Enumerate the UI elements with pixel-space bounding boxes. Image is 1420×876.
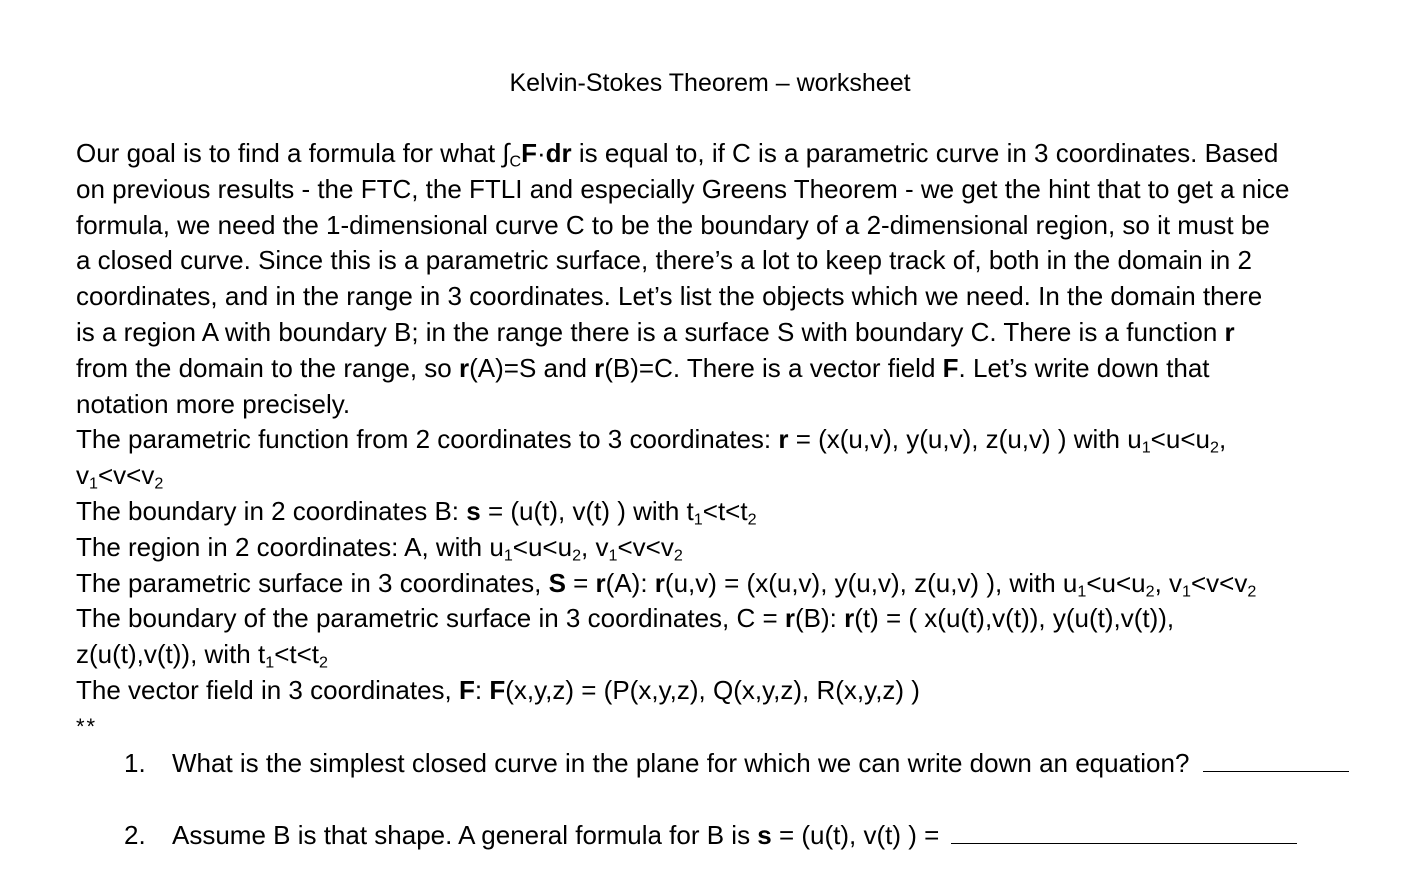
subscript: 2 xyxy=(1247,582,1257,601)
subscript: 1 xyxy=(89,474,98,493)
definition-surface-boundary xyxy=(76,601,1346,637)
page-title: Kelvin-Stokes Theorem – worksheet xyxy=(509,69,911,97)
subscript: 1 xyxy=(265,653,275,672)
definition-text: The boundary in 2 coordinates B: xyxy=(76,495,467,526)
definition-text: The parametric surface in 3 coordinates, xyxy=(76,567,549,598)
bold-symbol: F xyxy=(489,674,506,705)
bold-symbol: dr xyxy=(545,138,572,168)
subscript: 2 xyxy=(747,510,757,529)
intro-line xyxy=(76,136,1346,172)
subscript: 2 xyxy=(673,546,683,565)
definition-text: = (x(u,v), y(u,v), z(u,v) ) with u xyxy=(788,424,1142,455)
subscript: 2 xyxy=(154,474,164,493)
intro-text: Our goal is to find a formula for what ∫ xyxy=(76,138,510,168)
intro-text: is a region A with boundary B; in the range there is a surface S with boundary C. There is a function xyxy=(76,316,1225,347)
definition-text: <t<t xyxy=(702,495,748,526)
definition-text: <v<v xyxy=(1191,567,1248,598)
subscript: 1 xyxy=(693,510,703,529)
bold-symbol: r xyxy=(778,424,789,455)
definition-vector-field xyxy=(76,673,1346,709)
definition-parametric-function-cont xyxy=(76,458,1346,494)
bold-symbol: r xyxy=(595,567,606,598)
section-separator: ** xyxy=(76,713,98,739)
question-2 xyxy=(124,817,1297,853)
intro-line: notation more precisely. xyxy=(76,388,351,419)
subscript: 2 xyxy=(1209,438,1219,457)
bold-symbol: S xyxy=(548,567,566,598)
definition-text: v xyxy=(76,460,89,491)
intro-line: on previous results - the FTC, the FTLI and especially Greens Theorem - we get the hint that to get a nice xyxy=(76,173,1290,204)
bold-symbol: s xyxy=(757,820,772,850)
definition-text: (B): xyxy=(795,603,845,634)
definition-parametric-function xyxy=(76,422,1346,458)
intro-text: . Let’s write down that xyxy=(958,352,1210,383)
definition-text: <u<u xyxy=(1150,424,1210,455)
bold-symbol: s xyxy=(466,495,481,526)
intro-line xyxy=(76,315,1346,351)
bold-symbol: r xyxy=(594,352,605,383)
definition-text: <u<u xyxy=(512,531,573,562)
definition-text: , v xyxy=(581,531,609,562)
definition-surface-boundary-cont xyxy=(76,637,1346,673)
bold-symbol: F xyxy=(942,352,959,383)
bold-symbol: r xyxy=(654,567,665,598)
subscript: 2 xyxy=(1145,582,1155,601)
question-number: 1. xyxy=(124,748,146,778)
intro-text: (A)=S and xyxy=(469,352,595,383)
dot-symbol: · xyxy=(536,138,546,168)
definition-surface xyxy=(76,566,1346,602)
definition-text: The vector field in 3 coordinates, xyxy=(76,674,459,705)
bold-symbol: F xyxy=(521,138,537,168)
subscript: 2 xyxy=(319,653,328,672)
intro-line: a closed curve. Since this is a parametric surface, there’s a lot to keep track of, both in the domain in 2 xyxy=(76,245,1252,276)
subscript: 1 xyxy=(503,546,513,565)
subscript: 1 xyxy=(1141,438,1151,457)
bold-symbol: r xyxy=(784,603,796,634)
subscript: 1 xyxy=(1182,582,1191,601)
intro-and-definitions xyxy=(76,136,1346,745)
definition-text: (A): xyxy=(605,567,655,598)
definition-text: The boundary of the parametric surface in 3 coordinates, C = xyxy=(76,603,785,634)
intro-line: coordinates, and in the range in 3 coordinates. Let’s list the objects which we need. In the domain there xyxy=(76,281,1263,312)
subscript: 1 xyxy=(1077,582,1087,601)
definition-text: (u,v) = (x(u,v), y(u,v), z(u,v) ), with u xyxy=(664,567,1078,598)
bold-symbol: F xyxy=(458,674,475,705)
definition-text: = xyxy=(565,567,596,598)
definition-text: <v<v xyxy=(97,460,155,491)
definition-text: (x,y,z) = (P(x,y,z), Q(x,y,z), R(x,y,z) ) xyxy=(505,674,920,705)
intro-text: is equal to, if C is a parametric curve in 3 coordinates. Based xyxy=(571,138,1279,168)
question-number: 2. xyxy=(124,820,146,850)
definition-text: <u<u xyxy=(1086,567,1146,598)
question-1 xyxy=(124,745,1349,781)
question-text: What is the simplest closed curve in the plane for which we can write down an equation? xyxy=(172,748,1190,778)
integral-subscript: C xyxy=(509,152,522,171)
definition-text: , xyxy=(1218,424,1227,455)
definition-text: = (u(t), v(t) ) with t xyxy=(480,495,694,526)
subscript: 1 xyxy=(608,546,618,565)
definition-text: The region in 2 coordinates: A, with u xyxy=(76,531,504,562)
definition-text: The parametric function from 2 coordinates to 3 coordinates: xyxy=(76,424,779,455)
intro-text: (B)=C. There is a vector field xyxy=(604,352,943,383)
definition-text: z(u(t),v(t)), with t xyxy=(76,639,266,670)
intro-line xyxy=(76,351,1346,387)
definition-text: , v xyxy=(1154,567,1183,598)
definition-text: <t<t xyxy=(274,639,320,670)
bold-symbol: r xyxy=(844,603,855,634)
definition-region xyxy=(76,530,1346,566)
definition-text: (t) = ( x(u(t),v(t)), y(u(t),v(t)), xyxy=(854,603,1175,634)
bold-symbol: r xyxy=(459,352,470,383)
definition-boundary xyxy=(76,494,1346,530)
answer-blank-1[interactable] xyxy=(1203,745,1349,772)
question-text: = (u(t), v(t) ) = xyxy=(771,820,940,850)
bold-symbol: r xyxy=(1224,316,1235,347)
definition-text: <v<v xyxy=(617,531,674,562)
subscript: 2 xyxy=(572,546,582,565)
answer-blank-2[interactable] xyxy=(951,817,1297,844)
intro-text: from the domain to the range, so xyxy=(76,352,459,383)
question-text: Assume B is that shape. A general formula for B is xyxy=(172,820,758,850)
intro-line: formula, we need the 1-dimensional curve C to be the boundary of a 2-dimensional region, so it must be xyxy=(76,209,1270,240)
definition-text: : xyxy=(474,674,490,705)
